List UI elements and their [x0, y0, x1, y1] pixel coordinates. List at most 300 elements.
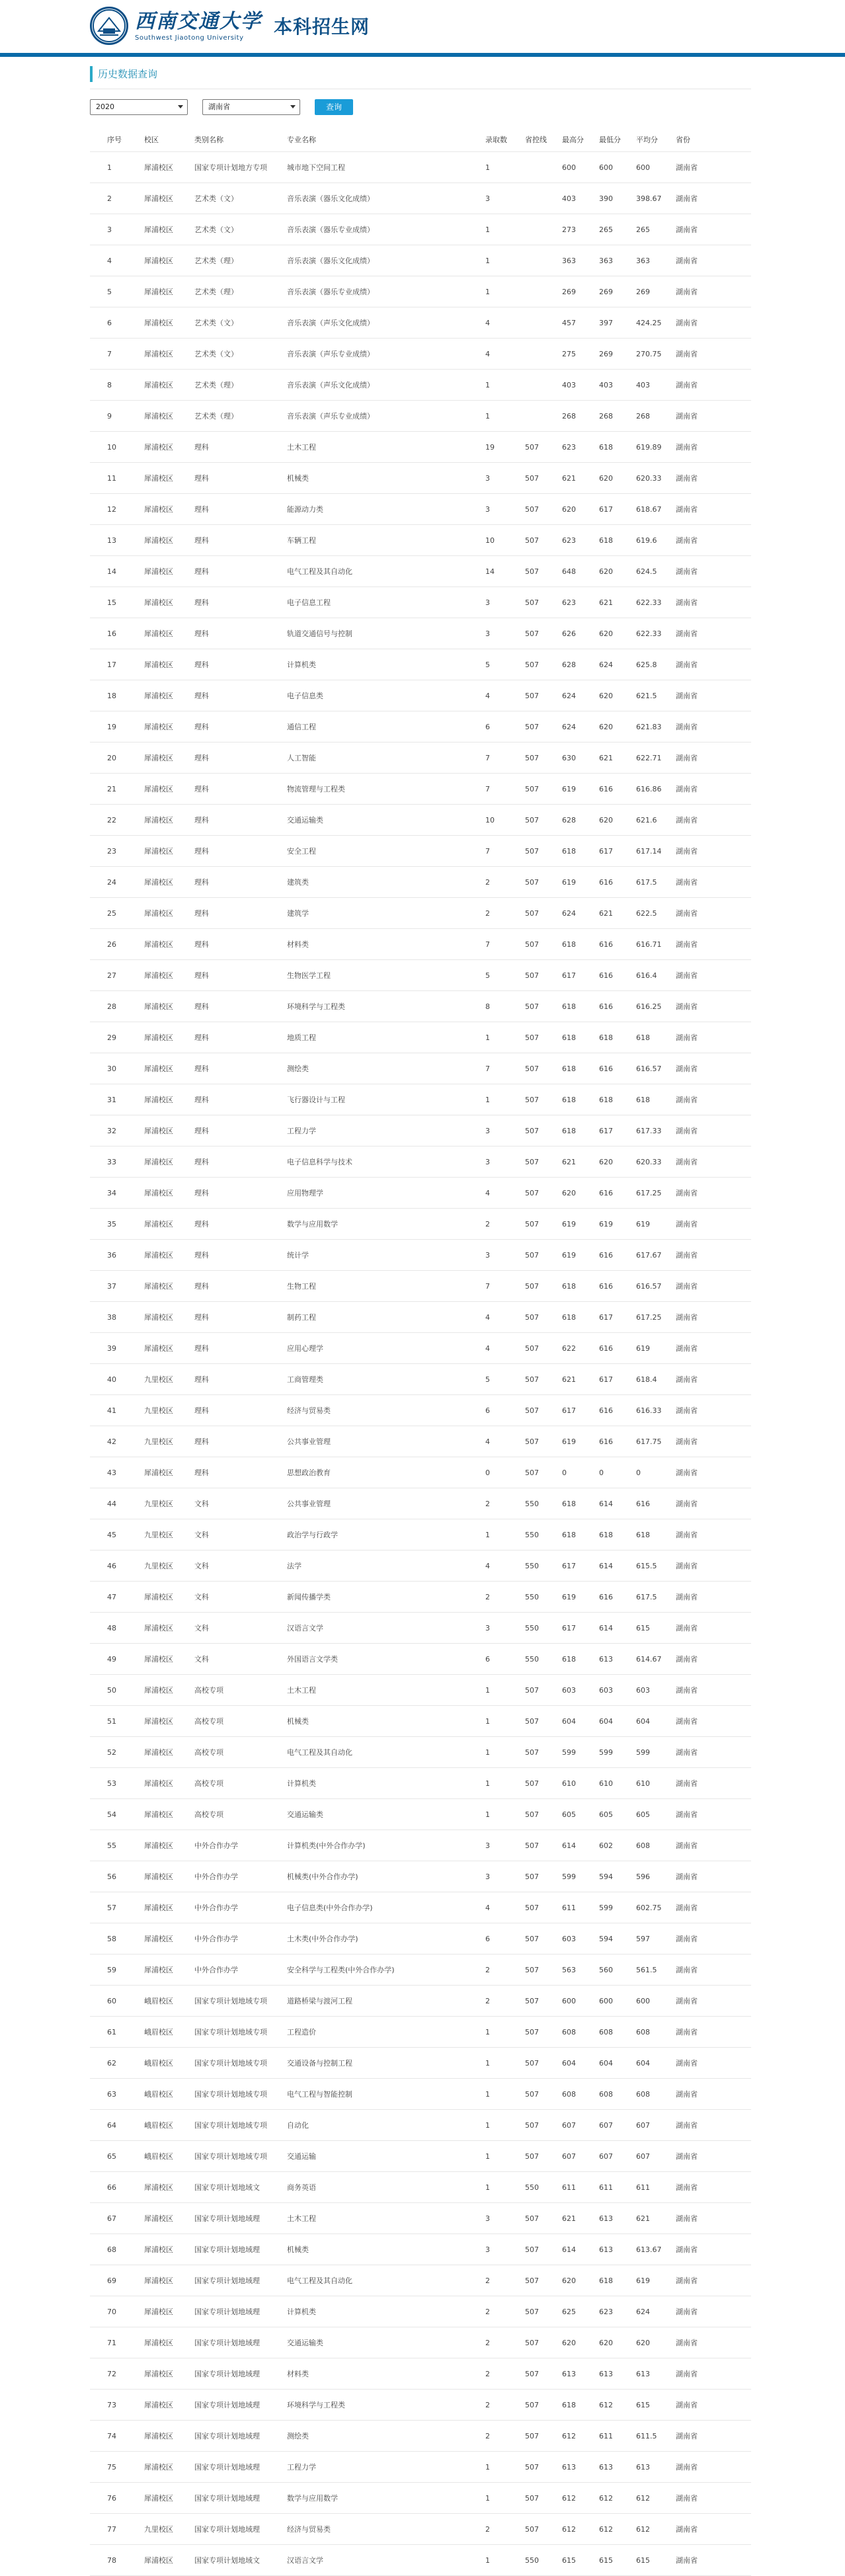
table-cell-col-province: 湖南省: [659, 2172, 751, 2203]
table-row: [90, 2203, 751, 2234]
table-cell-col-major: 测绘类: [270, 1053, 468, 1084]
table-cell-col-control-line: 507: [508, 1768, 545, 1799]
table-cell-col-admitted: 1: [468, 214, 508, 245]
table-cell-col-avg-score: 621.6: [619, 805, 659, 836]
table-cell-col-campus: 犀浦校区: [127, 556, 177, 587]
table-cell-col-control-line: 507: [508, 1830, 545, 1861]
table-cell-col-admitted: 2: [468, 1209, 508, 1240]
table-cell-col-campus: 犀浦校区: [127, 1084, 177, 1115]
table-cell-col-major: 环境科学与工程类: [270, 2390, 468, 2421]
table-row: [90, 1395, 751, 1426]
table-cell-col-campus: 犀浦校区: [127, 307, 177, 339]
table-cell-col-campus: 犀浦校区: [127, 587, 177, 618]
table-cell-col-max-score: 618: [545, 1302, 582, 1333]
table-cell-col-province: 湖南省: [659, 805, 751, 836]
table-cell-col-min-score: 616: [582, 1271, 619, 1302]
table-cell-col-index: 3: [90, 214, 127, 245]
table-cell-col-province: 湖南省: [659, 1115, 751, 1147]
table-cell-col-admitted: 2: [468, 1986, 508, 2017]
table-cell-col-control-line: 507: [508, 2421, 545, 2452]
table-row: [90, 2514, 751, 2545]
table-cell-col-campus: 九里校区: [127, 1426, 177, 1457]
table-cell-col-province: 湖南省: [659, 1923, 751, 1954]
table-cell-col-avg-score: 617.67: [619, 1240, 659, 1271]
table-cell-col-max-score: 625: [545, 2296, 582, 2327]
table-cell-col-max-score: 608: [545, 2017, 582, 2048]
table-cell-col-avg-score: 403: [619, 370, 659, 401]
table-cell-col-admitted: 7: [468, 1053, 508, 1084]
table-cell-col-province: 湖南省: [659, 1768, 751, 1799]
table-cell-col-min-score: 621: [582, 898, 619, 929]
table-cell-col-province: 湖南省: [659, 1178, 751, 1209]
table-row: [90, 711, 751, 743]
table-cell-col-control-line: 507: [508, 587, 545, 618]
table-cell-col-campus: 犀浦校区: [127, 960, 177, 991]
table-cell-col-max-score: 630: [545, 743, 582, 774]
table-cell-col-major: 电气工程与智能控制: [270, 2079, 468, 2110]
table-cell-col-max-score: 600: [545, 152, 582, 183]
table-cell-col-control-line: 507: [508, 1053, 545, 1084]
table-cell-col-province: 湖南省: [659, 1053, 751, 1084]
table-cell-col-control-line: 507: [508, 836, 545, 867]
table-cell-col-control-line: 507: [508, 1706, 545, 1737]
table-cell-col-control-line: [508, 276, 545, 307]
table-header-col-admitted: 录取数: [485, 136, 507, 144]
table-cell-col-control-line: 507: [508, 805, 545, 836]
table-row: [90, 1830, 751, 1861]
table-cell-col-category: 国家专项计划地域理: [177, 2234, 270, 2265]
table-cell-col-major: 飞行器设计与工程: [270, 1084, 468, 1115]
query-form: [90, 99, 751, 116]
table-cell-col-category: 理科: [177, 1395, 270, 1426]
table-cell-col-index: 12: [90, 494, 127, 525]
table-cell-col-index: 74: [90, 2421, 127, 2452]
table-cell-col-control-line: [508, 307, 545, 339]
table-cell-col-min-score: 616: [582, 1395, 619, 1426]
year-select[interactable]: [90, 99, 188, 115]
table-cell-col-province: 湖南省: [659, 152, 751, 183]
table-cell-col-province: 湖南省: [659, 1022, 751, 1053]
table-cell-col-min-score: 594: [582, 1861, 619, 1892]
table-cell-col-major: 交通运输: [270, 2141, 468, 2172]
table-cell-col-max-score: 275: [545, 339, 582, 370]
table-cell-col-index: 77: [90, 2514, 127, 2545]
table-cell-col-index: 23: [90, 836, 127, 867]
table-cell-col-control-line: 507: [508, 991, 545, 1022]
table-cell-col-min-score: 397: [582, 307, 619, 339]
table-cell-col-major: 土木工程: [270, 1675, 468, 1706]
table-cell-col-province: 湖南省: [659, 2421, 751, 2452]
table-row: [90, 649, 751, 680]
table-cell-col-category: 理科: [177, 1209, 270, 1240]
table-row: [90, 1737, 751, 1768]
table-row: [90, 432, 751, 463]
table-cell-col-category: 高校专项: [177, 1675, 270, 1706]
table-cell-col-campus: 犀浦校区: [127, 743, 177, 774]
table-cell-col-avg-score: 600: [619, 1986, 659, 2017]
table-cell-col-index: 39: [90, 1333, 127, 1364]
table-cell-col-campus: 犀浦校区: [127, 711, 177, 743]
table-cell-col-avg-score: 622.5: [619, 898, 659, 929]
table-row: [90, 1333, 751, 1364]
table-header-col-control-line: 省控线: [525, 136, 547, 144]
table-cell-col-max-score: 620: [545, 2327, 582, 2358]
table-cell-col-major: 音乐表演（器乐专业成绩）: [270, 276, 468, 307]
table-cell-col-major: 自动化: [270, 2110, 468, 2141]
table-cell-col-avg-score: 600: [619, 152, 659, 183]
table-cell-col-min-score: 617: [582, 836, 619, 867]
table-cell-col-campus: 犀浦校区: [127, 432, 177, 463]
table-cell-col-max-score: 403: [545, 183, 582, 214]
table-cell-col-avg-score: 618: [619, 1519, 659, 1550]
table-cell-col-major: 安全工程: [270, 836, 468, 867]
table-cell-col-index: 46: [90, 1550, 127, 1582]
table-cell-col-category: 国家专项计划地域理: [177, 2390, 270, 2421]
table-cell-col-campus: 九里校区: [127, 1488, 177, 1519]
table-cell-col-avg-score: 619: [619, 2265, 659, 2296]
table-cell-col-avg-score: 608: [619, 2017, 659, 2048]
table-header-col-avg-score: 平均分: [636, 136, 658, 144]
table-cell-col-province: 湖南省: [659, 2203, 751, 2234]
table-cell-col-category: 理科: [177, 1084, 270, 1115]
table-cell-col-major: 电子信息类(中外合作办学): [270, 1892, 468, 1923]
table-cell-col-campus: 犀浦校区: [127, 1706, 177, 1737]
table-cell-col-max-score: 619: [545, 1426, 582, 1457]
table-cell-col-campus: 犀浦校区: [127, 1613, 177, 1644]
table-cell-col-category: 文科: [177, 1582, 270, 1613]
table-row: [90, 1022, 751, 1053]
table-cell-col-admitted: 4: [468, 1333, 508, 1364]
table-cell-col-control-line: 507: [508, 2265, 545, 2296]
table-cell-col-max-score: 607: [545, 2110, 582, 2141]
table-cell-col-max-score: 620: [545, 1178, 582, 1209]
table-cell-col-avg-score: 269: [619, 276, 659, 307]
table-cell-col-admitted: 4: [468, 1302, 508, 1333]
table-cell-col-category: 理科: [177, 463, 270, 494]
table-row: [90, 1084, 751, 1115]
table-cell-col-max-score: 618: [545, 836, 582, 867]
table-cell-col-admitted: 3: [468, 1830, 508, 1861]
table-cell-col-min-score: 619: [582, 1209, 619, 1240]
table-cell-col-min-score: 617: [582, 1302, 619, 1333]
province-select[interactable]: [202, 99, 300, 115]
table-cell-col-control-line: 507: [508, 1675, 545, 1706]
table-cell-col-category: 国家专项计划地域专项: [177, 1986, 270, 2017]
table-cell-col-max-score: 617: [545, 960, 582, 991]
table-cell-col-max-score: 599: [545, 1861, 582, 1892]
table-cell-col-admitted: 1: [468, 401, 508, 432]
table-cell-col-category: 国家专项计划地域理: [177, 2203, 270, 2234]
table-row: [90, 618, 751, 649]
table-cell-col-min-score: 560: [582, 1954, 619, 1986]
table-cell-col-province: 湖南省: [659, 1488, 751, 1519]
table-cell-col-major: 外国语言文学类: [270, 1644, 468, 1675]
table-cell-col-control-line: 507: [508, 898, 545, 929]
table-row: [90, 1209, 751, 1240]
table-row: [90, 2110, 751, 2141]
table-cell-col-min-score: 265: [582, 214, 619, 245]
table-cell-col-major: 应用心理学: [270, 1333, 468, 1364]
table-cell-col-category: 艺术类（理）: [177, 401, 270, 432]
table-row: [90, 774, 751, 805]
table-row: [90, 214, 751, 245]
table-cell-col-max-score: 648: [545, 556, 582, 587]
table-cell-col-category: 理科: [177, 1053, 270, 1084]
table-cell-col-max-score: 619: [545, 867, 582, 898]
table-cell-col-category: 文科: [177, 1519, 270, 1550]
table-cell-col-category: 高校专项: [177, 1768, 270, 1799]
table-cell-col-min-score: 614: [582, 1613, 619, 1644]
table-cell-col-avg-score: 617.14: [619, 836, 659, 867]
table-cell-col-index: 42: [90, 1426, 127, 1457]
table-cell-col-max-score: 618: [545, 991, 582, 1022]
table-cell-col-min-score: 363: [582, 245, 619, 276]
table-cell-col-major: 轨道交通信号与控制: [270, 618, 468, 649]
table-cell-col-campus: 犀浦校区: [127, 2203, 177, 2234]
table-cell-col-index: 8: [90, 370, 127, 401]
table-cell-col-province: 湖南省: [659, 214, 751, 245]
table-cell-col-index: 67: [90, 2203, 127, 2234]
table-cell-col-control-line: 507: [508, 929, 545, 960]
table-cell-col-max-score: 0: [545, 1457, 582, 1488]
table-cell-col-index: 26: [90, 929, 127, 960]
table-cell-col-major: 音乐表演（器乐文化成绩）: [270, 183, 468, 214]
table-cell-col-category: 理科: [177, 432, 270, 463]
query-button[interactable]: 查询: [315, 99, 353, 115]
table-cell-col-control-line: 507: [508, 2483, 545, 2514]
table-cell-col-min-score: 605: [582, 1799, 619, 1830]
brand[interactable]: [90, 7, 370, 45]
table-cell-col-max-score: 603: [545, 1675, 582, 1706]
table-cell-col-index: 15: [90, 587, 127, 618]
table-row: [90, 1892, 751, 1923]
table-cell-col-index: 75: [90, 2452, 127, 2483]
table-cell-col-index: 32: [90, 1115, 127, 1147]
table-cell-col-control-line: 507: [508, 618, 545, 649]
table-cell-col-province: 湖南省: [659, 2079, 751, 2110]
table-cell-col-campus: 犀浦校区: [127, 2390, 177, 2421]
table-cell-col-category: 国家专项计划地域理: [177, 2452, 270, 2483]
table-cell-col-campus: 犀浦校区: [127, 805, 177, 836]
table-cell-col-control-line: 507: [508, 1799, 545, 1830]
table-cell-col-max-score: 604: [545, 1706, 582, 1737]
table-cell-col-control-line: [508, 214, 545, 245]
table-cell-col-max-score: 620: [545, 494, 582, 525]
table-cell-col-campus: 犀浦校区: [127, 2483, 177, 2514]
table-cell-col-major: 土木类(中外合作办学): [270, 1923, 468, 1954]
table-cell-col-category: 国家专项计划地域理: [177, 2358, 270, 2390]
table-row: [90, 525, 751, 556]
table-row: [90, 1861, 751, 1892]
table-cell-col-control-line: 507: [508, 1395, 545, 1426]
table-cell-col-category: 国家专项计划地域理: [177, 2265, 270, 2296]
table-cell-col-max-score: 620: [545, 2265, 582, 2296]
table-cell-col-province: 湖南省: [659, 2265, 751, 2296]
table-cell-col-admitted: 4: [468, 1426, 508, 1457]
table-cell-col-category: 文科: [177, 1644, 270, 1675]
table-cell-col-index: 43: [90, 1457, 127, 1488]
table-cell-col-category: 文科: [177, 1550, 270, 1582]
table-cell-col-campus: 犀浦校区: [127, 1923, 177, 1954]
table-cell-col-avg-score: 617.25: [619, 1302, 659, 1333]
table-cell-col-category: 理科: [177, 991, 270, 1022]
table-cell-col-major: 交通运输类: [270, 805, 468, 836]
table-cell-col-min-score: 614: [582, 1488, 619, 1519]
table-cell-col-campus: 犀浦校区: [127, 245, 177, 276]
table-cell-col-control-line: 507: [508, 960, 545, 991]
table-cell-col-province: 湖南省: [659, 556, 751, 587]
table-cell-col-admitted: 1: [468, 1799, 508, 1830]
table-cell-col-index: 44: [90, 1488, 127, 1519]
table-cell-col-avg-score: 607: [619, 2110, 659, 2141]
table-cell-col-province: 湖南省: [659, 1147, 751, 1178]
table-cell-col-province: 湖南省: [659, 1986, 751, 2017]
table-cell-col-category: 国家专项计划地域理: [177, 2514, 270, 2545]
table-cell-col-max-score: 619: [545, 1209, 582, 1240]
table-cell-col-index: 76: [90, 2483, 127, 2514]
table-row: [90, 2421, 751, 2452]
table-row: [90, 463, 751, 494]
table-cell-col-category: 理科: [177, 1302, 270, 1333]
table-cell-col-campus: 犀浦校区: [127, 2545, 177, 2576]
table-cell-col-min-score: 594: [582, 1923, 619, 1954]
table-cell-col-min-score: 613: [582, 2203, 619, 2234]
table-cell-col-control-line: 507: [508, 774, 545, 805]
table-cell-col-index: 68: [90, 2234, 127, 2265]
table-cell-col-province: 湖南省: [659, 1830, 751, 1861]
table-cell-col-control-line: 507: [508, 2390, 545, 2421]
table-cell-col-category: 艺术类（文）: [177, 307, 270, 339]
table-cell-col-campus: 犀浦校区: [127, 1675, 177, 1706]
table-row: [90, 1457, 751, 1488]
table-cell-col-category: 高校专项: [177, 1799, 270, 1830]
table-cell-col-min-score: 604: [582, 2048, 619, 2079]
table-cell-col-admitted: 3: [468, 1613, 508, 1644]
table-cell-col-min-score: 618: [582, 1084, 619, 1115]
table-cell-col-category: 国家专项计划地域理: [177, 2296, 270, 2327]
table-cell-col-admitted: 3: [468, 463, 508, 494]
table-cell-col-control-line: 507: [508, 1426, 545, 1457]
table-cell-col-campus: 犀浦校区: [127, 214, 177, 245]
table-cell-col-max-score: 621: [545, 463, 582, 494]
table-row: [90, 743, 751, 774]
table-cell-col-avg-score: 424.25: [619, 307, 659, 339]
table-cell-col-province: 湖南省: [659, 401, 751, 432]
table-cell-col-min-score: 623: [582, 2296, 619, 2327]
table-cell-col-control-line: 507: [508, 867, 545, 898]
table-cell-col-avg-score: 398.67: [619, 183, 659, 214]
table-cell-col-control-line: 507: [508, 525, 545, 556]
table-cell-col-avg-score: 561.5: [619, 1954, 659, 1986]
table-cell-col-avg-score: 615.5: [619, 1550, 659, 1582]
table-cell-col-avg-score: 618: [619, 1084, 659, 1115]
table-row: [90, 1115, 751, 1147]
table-cell-col-index: 50: [90, 1675, 127, 1706]
table-cell-col-category: 理科: [177, 743, 270, 774]
table-cell-col-major: 公共事业管理: [270, 1426, 468, 1457]
table-cell-col-control-line: 507: [508, 1861, 545, 1892]
table-cell-col-min-score: 269: [582, 276, 619, 307]
table-cell-col-province: 湖南省: [659, 2110, 751, 2141]
table-cell-col-province: 湖南省: [659, 774, 751, 805]
table-cell-col-campus: 犀浦校区: [127, 1302, 177, 1333]
table-cell-col-category: 理科: [177, 556, 270, 587]
table-row: [90, 680, 751, 711]
table-cell-col-max-score: 628: [545, 649, 582, 680]
table-cell-col-admitted: 10: [468, 805, 508, 836]
table-cell-col-major: 电气工程及其自动化: [270, 556, 468, 587]
table-cell-col-index: 61: [90, 2017, 127, 2048]
table-cell-col-province: 湖南省: [659, 183, 751, 214]
table-cell-col-category: 理科: [177, 867, 270, 898]
table-cell-col-index: 41: [90, 1395, 127, 1426]
table-cell-col-major: 计算机类: [270, 649, 468, 680]
table-cell-col-max-score: 618: [545, 1084, 582, 1115]
table-row: [90, 836, 751, 867]
table-cell-col-major: 物流管理与工程类: [270, 774, 468, 805]
table-cell-col-control-line: 507: [508, 1271, 545, 1302]
table-cell-col-index: 71: [90, 2327, 127, 2358]
table-cell-col-category: 艺术类（理）: [177, 370, 270, 401]
table-cell-col-admitted: 3: [468, 183, 508, 214]
table-cell-col-province: 湖南省: [659, 339, 751, 370]
table-cell-col-index: 56: [90, 1861, 127, 1892]
table-row: [90, 587, 751, 618]
table-cell-col-campus: 犀浦校区: [127, 2296, 177, 2327]
table-cell-col-campus: 九里校区: [127, 2514, 177, 2545]
table-cell-col-category: 国家专项计划地域专项: [177, 2141, 270, 2172]
table-header-col-index: 序号: [107, 136, 122, 144]
table-cell-col-province: 湖南省: [659, 1084, 751, 1115]
table-cell-col-control-line: 507: [508, 680, 545, 711]
table-cell-col-min-score: 616: [582, 1582, 619, 1613]
table-cell-col-min-score: 616: [582, 1240, 619, 1271]
table-cell-col-avg-score: 625.8: [619, 649, 659, 680]
table-row: [90, 991, 751, 1022]
table-cell-col-admitted: 1: [468, 2172, 508, 2203]
table-cell-col-avg-score: 0: [619, 1457, 659, 1488]
table-cell-col-admitted: 7: [468, 774, 508, 805]
table-row: [90, 1364, 751, 1395]
table-cell-col-major: 生物工程: [270, 1271, 468, 1302]
table-cell-col-province: 湖南省: [659, 1799, 751, 1830]
table-cell-col-admitted: 2: [468, 1954, 508, 1986]
table-cell-col-campus: 犀浦校区: [127, 1271, 177, 1302]
table-cell-col-avg-score: 621.83: [619, 711, 659, 743]
table-cell-col-min-score: 620: [582, 2327, 619, 2358]
table-cell-col-control-line: 507: [508, 2110, 545, 2141]
table-cell-col-admitted: 7: [468, 743, 508, 774]
table-cell-col-index: 31: [90, 1084, 127, 1115]
table-cell-col-major: 经济与贸易类: [270, 2514, 468, 2545]
table-cell-col-category: 国家专项计划地域专项: [177, 2110, 270, 2141]
table-cell-col-max-score: 617: [545, 1395, 582, 1426]
table-cell-col-index: 40: [90, 1364, 127, 1395]
table-row: [90, 1613, 751, 1644]
table-cell-col-admitted: 19: [468, 432, 508, 463]
table-row: [90, 929, 751, 960]
table-row: [90, 960, 751, 991]
table-cell-col-category: 国家专项计划地域理: [177, 2327, 270, 2358]
table-cell-col-min-score: 269: [582, 339, 619, 370]
table-cell-col-control-line: [508, 183, 545, 214]
table-cell-col-campus: 犀浦校区: [127, 618, 177, 649]
table-cell-col-min-score: 612: [582, 2483, 619, 2514]
table-cell-col-max-score: 611: [545, 2172, 582, 2203]
table-cell-col-max-score: 607: [545, 2141, 582, 2172]
table-cell-col-control-line: 550: [508, 1613, 545, 1644]
table-cell-col-control-line: 507: [508, 2079, 545, 2110]
